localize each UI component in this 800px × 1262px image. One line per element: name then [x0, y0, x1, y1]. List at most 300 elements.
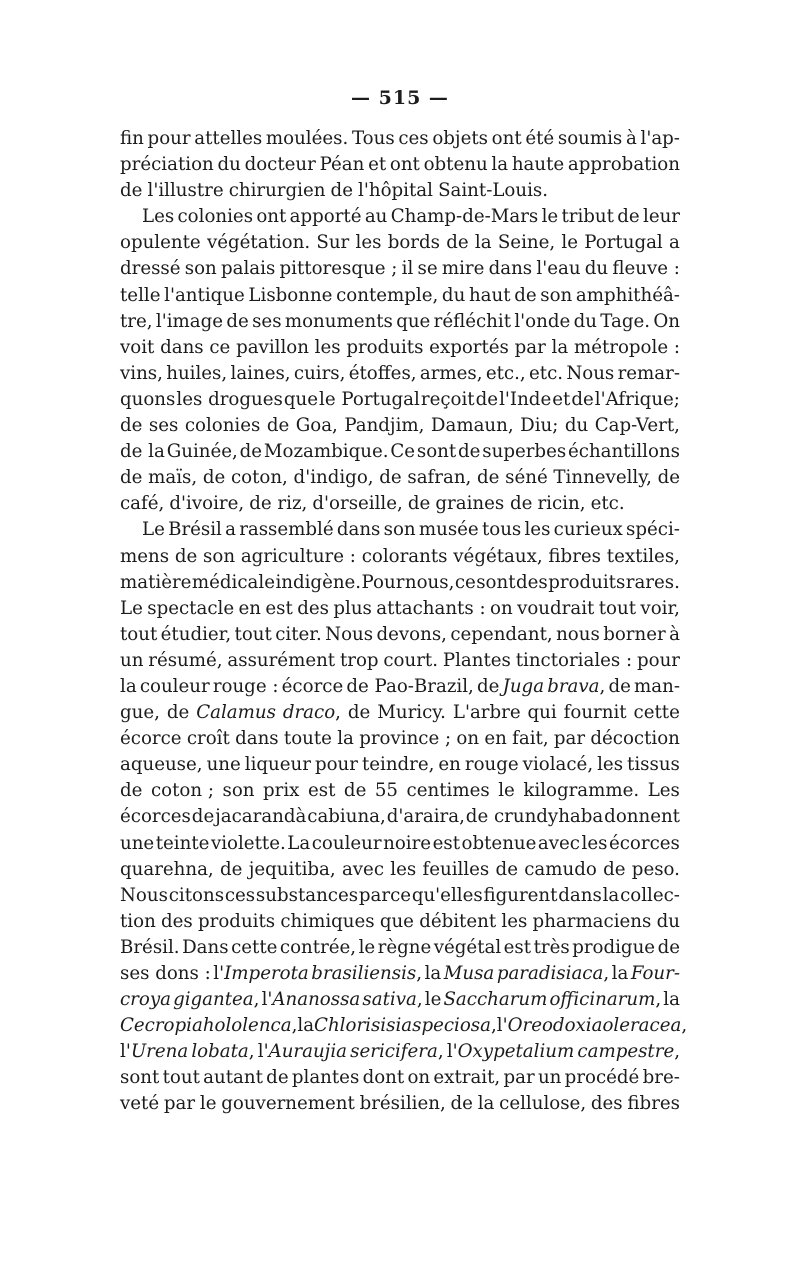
word: Champ-de-Mars [390, 206, 539, 228]
word: Four- [630, 963, 680, 984]
word: le [199, 1093, 217, 1115]
word: man- [634, 675, 680, 697]
word: objets [432, 128, 488, 149]
word: borner [603, 623, 666, 645]
word: Saint-Louis. [438, 180, 549, 202]
word: croît [186, 728, 230, 750]
word: par [163, 1093, 196, 1115]
word: huiles, [166, 362, 228, 384]
word: prix [263, 780, 300, 802]
word: métropole : [573, 336, 680, 358]
word: café, [120, 493, 165, 515]
word: produits [346, 336, 424, 358]
word: très [533, 936, 570, 958]
word: les [501, 910, 528, 932]
word: sericifera, [350, 1041, 444, 1063]
word: safran, [407, 467, 472, 489]
word: de [343, 780, 367, 802]
word: pour [147, 128, 191, 149]
word: débitent [419, 910, 497, 932]
word: et [368, 154, 387, 176]
word: l'image [155, 310, 224, 332]
word: l'eau [536, 258, 581, 280]
word: une [206, 754, 241, 776]
word: violette. [210, 832, 286, 854]
word: gigantea, [173, 989, 260, 1011]
word: de crundyhaba [465, 806, 604, 828]
word: teindre, [361, 754, 435, 776]
word: dont [362, 1067, 405, 1089]
text-line [120, 178, 680, 204]
word: d'orseille, [312, 493, 403, 515]
word: Brésil. [120, 936, 180, 958]
word: etc. [529, 362, 564, 384]
word: pharmaciens [532, 910, 652, 932]
word: dressé [120, 258, 181, 280]
word: soumis [557, 128, 623, 149]
word: fait, [512, 728, 549, 750]
word: substances [255, 884, 359, 906]
word: avec [537, 832, 580, 854]
word: agriculture : [240, 545, 356, 567]
word: assurément [227, 649, 336, 671]
word: province ; [359, 728, 452, 750]
word: paradisiaca, [496, 963, 610, 984]
word: chirurgien [228, 180, 326, 202]
word: Diu; [520, 415, 559, 437]
word: du [217, 154, 241, 176]
word: est [432, 832, 460, 854]
word: palais [221, 258, 276, 280]
word: la [491, 154, 509, 176]
word: Musa [443, 963, 495, 984]
word: autant [203, 1067, 263, 1089]
word: est [265, 597, 293, 619]
word: teinte [155, 832, 210, 854]
text-line [120, 935, 680, 961]
word: ces [398, 128, 429, 149]
word: tion [120, 910, 156, 932]
text-line [120, 413, 680, 439]
word: tinctoriales : [515, 649, 633, 671]
word: étoffes, [348, 362, 417, 384]
word: tout [120, 623, 158, 645]
word: le [498, 780, 515, 802]
word: court. [383, 649, 439, 671]
word: tissus [627, 754, 680, 776]
word: haut [468, 284, 511, 306]
word: des [161, 910, 193, 932]
word: tre, [120, 310, 153, 332]
text-line [120, 152, 680, 178]
word: préciation [120, 154, 214, 176]
word: d'indigo, [293, 467, 374, 489]
text-line [120, 700, 680, 726]
word: Chlorisisia [314, 1015, 413, 1037]
word: les [524, 519, 551, 541]
word: son [184, 258, 217, 280]
word: se [417, 258, 438, 280]
word: végétal [433, 936, 502, 958]
word: de [495, 858, 518, 880]
word: colonies [177, 206, 254, 228]
text-line [120, 1039, 680, 1065]
word: Goa, [295, 415, 338, 437]
word: Ce [390, 441, 416, 463]
word: Nous [566, 362, 615, 384]
word: Pour [361, 571, 405, 593]
word: mens [120, 545, 170, 567]
word: les [355, 232, 382, 254]
word: quarehna, [120, 858, 214, 880]
word: son [540, 284, 573, 306]
word: draco, [282, 702, 341, 724]
word: Tage. [600, 310, 651, 332]
word: bre- [642, 1067, 680, 1089]
word: peso. [631, 858, 680, 880]
word: Lisbonne [248, 284, 333, 306]
text-line [120, 674, 680, 700]
word: produits [198, 910, 276, 932]
word: Cap-Vert, [594, 415, 680, 437]
word: la [477, 1093, 495, 1115]
word: apporté [289, 206, 362, 228]
word: le Portugal [319, 388, 420, 410]
word: nous [556, 623, 600, 645]
word: colorants [361, 545, 448, 567]
word: veté [120, 1093, 160, 1115]
word: on [407, 1067, 431, 1089]
word: gouvernement [221, 1093, 355, 1115]
word: remar- [617, 362, 680, 384]
word: de [617, 206, 640, 228]
word: du [584, 258, 609, 280]
word: à [625, 128, 637, 149]
text-line [120, 230, 680, 256]
word: superbes [482, 441, 567, 463]
text-line [120, 256, 680, 282]
word: violacé, [522, 754, 594, 776]
word: figurent [483, 884, 558, 906]
word: en [238, 597, 261, 619]
word: dans [235, 728, 279, 750]
word: cette [633, 702, 680, 724]
word: l'Oxypetalium [446, 1041, 575, 1063]
word: pour [314, 754, 358, 776]
word: étudier, [160, 623, 232, 645]
word: voudrait [517, 597, 595, 619]
word: de [226, 310, 249, 332]
word: les [390, 858, 417, 880]
word: un [537, 1067, 562, 1089]
word: en [438, 754, 461, 776]
word: à [669, 623, 680, 645]
page-number: — 515 — [351, 87, 449, 109]
word: on [456, 728, 480, 750]
word: brava, [547, 675, 606, 697]
word: de [120, 467, 143, 489]
word: et [552, 388, 571, 410]
word: Portugal [584, 232, 663, 254]
word: officinarum, [549, 989, 662, 1011]
text-line [120, 361, 680, 387]
word: haute [511, 154, 565, 176]
word: couleur [139, 675, 210, 697]
word: Péan [319, 154, 365, 176]
word: végétaux, [453, 545, 543, 567]
word: par [514, 336, 546, 358]
word: des [590, 1093, 623, 1115]
word: de [266, 1067, 289, 1089]
word: ont [389, 154, 420, 176]
word: les [581, 832, 608, 854]
word: sont [416, 441, 457, 463]
word: en [484, 728, 507, 750]
word: jequitiba, [248, 858, 336, 880]
word: ces [224, 884, 256, 906]
word: maïs, [148, 467, 198, 489]
word: attelles [194, 128, 263, 149]
word: ses dons : [120, 963, 211, 984]
word: il [401, 258, 414, 280]
word: du [564, 415, 589, 437]
text-line [120, 126, 680, 152]
word: la [474, 232, 492, 254]
word: lobata, [191, 1041, 255, 1063]
word: Mozambique. [263, 441, 389, 463]
word: attachants : [376, 597, 486, 619]
word: que [283, 388, 318, 410]
word: bords [387, 232, 440, 254]
book-page [120, 86, 688, 1118]
word: ses [148, 415, 179, 437]
word: couleur [311, 832, 382, 854]
word: la [297, 1015, 315, 1037]
word: toute [283, 728, 332, 750]
word: l'Oreodoxia [496, 1015, 603, 1037]
word: Tous [351, 128, 395, 149]
word: son [222, 780, 255, 802]
word: que [396, 310, 431, 332]
word: tous [481, 519, 522, 541]
word: curieux [553, 519, 623, 541]
word: On [653, 310, 680, 332]
word: quons [120, 388, 176, 410]
word: des [515, 571, 548, 593]
word: de [446, 232, 469, 254]
word: de [657, 467, 680, 489]
word: Pandjim, [344, 415, 425, 437]
word: du [441, 284, 466, 306]
word: d'ivoire, [169, 493, 245, 515]
word: le [561, 232, 579, 254]
word: nous, [404, 571, 455, 593]
word: Guinée, [166, 441, 238, 463]
word: l'antique [164, 284, 245, 306]
word: jacarandà [215, 806, 307, 828]
text-line [120, 283, 680, 309]
word: Cecropia [120, 1015, 203, 1037]
word: Nous [120, 884, 168, 906]
text-line [120, 648, 680, 674]
word: produits [548, 571, 626, 593]
word: vins, [120, 362, 163, 384]
word: les [597, 754, 624, 776]
word: Les [647, 780, 680, 802]
word: au [364, 206, 388, 228]
word: écorces [608, 832, 680, 854]
word: tout [234, 623, 272, 645]
word: un [120, 649, 144, 671]
word: monuments [284, 310, 393, 332]
word: campestre, [577, 1041, 680, 1063]
text-line [120, 439, 680, 465]
word: dans [336, 519, 381, 541]
word: la [120, 675, 137, 697]
word: ricin, [537, 493, 586, 515]
text-line [120, 752, 680, 778]
word: moulées. [265, 128, 349, 149]
word: l'Afrique; [594, 388, 680, 410]
word: cuirs, [293, 362, 346, 384]
word: colonies [184, 415, 261, 437]
word: Calamus [196, 702, 276, 724]
word: laines, [230, 362, 291, 384]
text-line [120, 309, 680, 335]
word: la [602, 884, 620, 906]
word: est [503, 936, 532, 958]
text-line [120, 570, 680, 596]
word: musée [418, 519, 479, 541]
word: la [337, 728, 354, 750]
word: de [239, 441, 263, 463]
word: opulente [120, 232, 201, 254]
word: de [657, 936, 680, 958]
word: collec- [620, 884, 680, 906]
text-line [120, 909, 680, 935]
word: de [407, 493, 431, 515]
word: du [656, 910, 680, 932]
word: de [476, 675, 500, 697]
word: des [297, 597, 329, 619]
word: décoction [590, 728, 680, 750]
word: de [514, 284, 537, 306]
word: cellulose, [499, 1093, 587, 1115]
word: règne [377, 936, 432, 958]
word: Dans [182, 936, 229, 958]
word: que [379, 910, 414, 932]
word: a [225, 519, 236, 541]
word: végétation. [206, 232, 311, 254]
text-line [120, 831, 680, 857]
word: prodigue [572, 936, 656, 958]
word: hololenca, [202, 1015, 298, 1037]
word: de la [120, 441, 165, 463]
word: sont [476, 571, 516, 593]
word: pittoresque ; [279, 258, 398, 280]
word: reçoit [420, 388, 475, 410]
text-line [120, 596, 680, 622]
word: telle [120, 284, 161, 306]
word: l'onde [514, 310, 571, 332]
text-line [120, 491, 680, 517]
word: voir, [640, 597, 680, 619]
word: mire [441, 258, 485, 280]
word: avec [341, 858, 385, 880]
word: Saccharum [443, 989, 548, 1011]
word: kilogramme. [523, 780, 640, 802]
word: armes, [419, 362, 483, 384]
word: médicale [191, 571, 275, 593]
word: contrée, [279, 936, 357, 958]
word: séné [505, 467, 548, 489]
word: amphithéâ- [575, 284, 680, 306]
word: par [553, 728, 586, 750]
text-line [120, 1065, 680, 1091]
word: la [424, 963, 442, 984]
text-line [120, 544, 680, 570]
word: leur [643, 206, 680, 228]
text-line [120, 1013, 688, 1039]
word: approbation [567, 154, 680, 176]
text-line [120, 726, 680, 752]
paragraph [120, 204, 680, 517]
word: les drogues [176, 388, 283, 410]
word: l'ap- [640, 128, 680, 149]
word: rassemblé [239, 519, 334, 541]
word: chimiques [280, 910, 375, 932]
word: speciosa, [412, 1015, 497, 1037]
word: Le [120, 597, 143, 619]
text-line [120, 883, 680, 909]
word: du [573, 310, 597, 332]
text-line [120, 204, 680, 230]
word: obtenu [423, 154, 488, 176]
text-line [120, 622, 680, 648]
word: de [458, 441, 481, 463]
word: Damaun, [430, 415, 514, 437]
word: de riz, [249, 493, 308, 515]
word: coton ; [150, 780, 214, 802]
word: de [220, 858, 243, 880]
word: textiles, [606, 545, 680, 567]
word: de Pao-Brazil, [346, 675, 474, 697]
word: sativa, [362, 989, 423, 1011]
word: centimes [406, 780, 490, 802]
word: le [358, 936, 376, 958]
word: contemple, [336, 284, 439, 306]
word: aqueuse, [120, 754, 203, 776]
word: Muricy. [377, 702, 446, 724]
word: extrait, [433, 1067, 501, 1089]
text-line [120, 804, 680, 830]
word: par [503, 1067, 535, 1089]
word: la [611, 963, 629, 984]
word: Plantes [442, 649, 511, 671]
word: pavillon [236, 336, 309, 358]
word: oleracea, [602, 1015, 688, 1037]
word: noire [383, 832, 432, 854]
text-line [120, 335, 680, 361]
word: La [287, 832, 311, 854]
word: de [166, 702, 190, 724]
word: voit [120, 336, 155, 358]
word: brasiliensis, [311, 963, 423, 984]
word: a [669, 232, 680, 254]
word: de [120, 415, 143, 437]
text-line [120, 778, 680, 804]
word: on [490, 597, 513, 619]
